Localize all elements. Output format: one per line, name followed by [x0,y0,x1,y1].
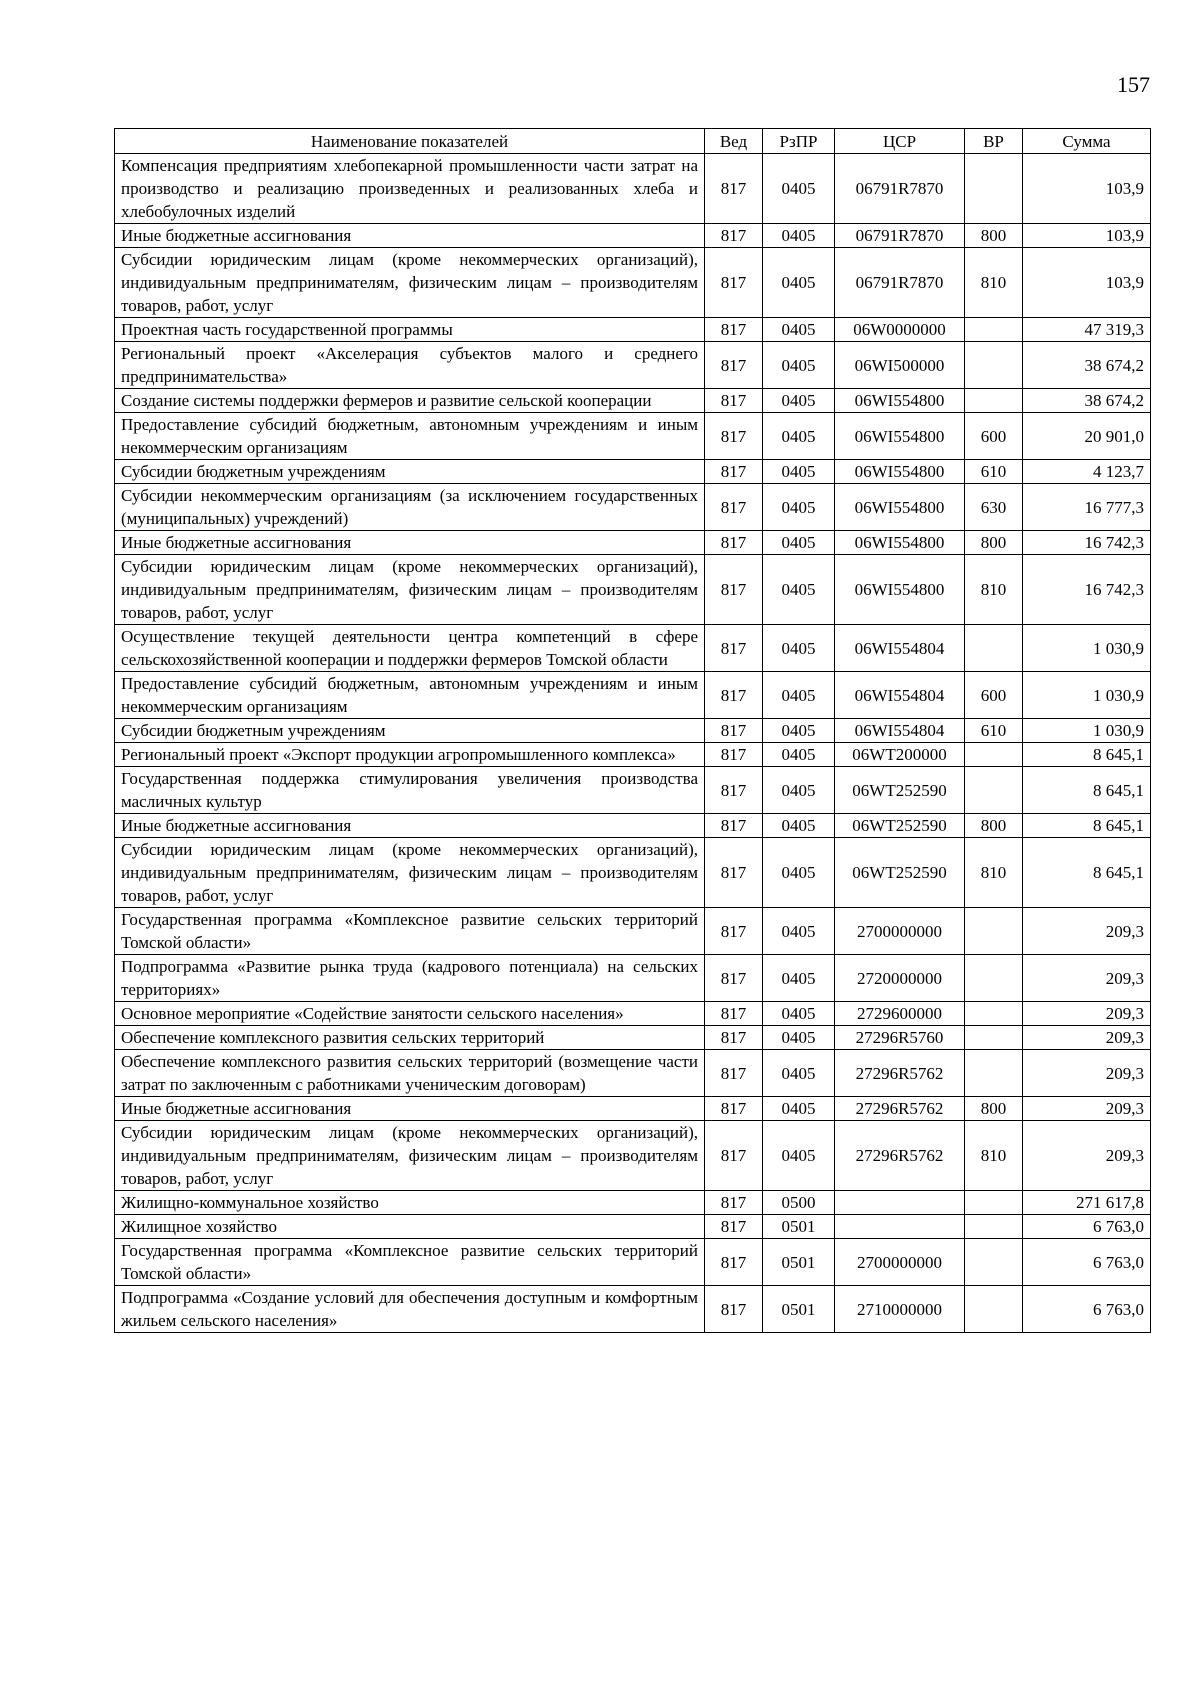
cell-name: Осуществление текущей деятельности центра компетенций в сфере сельскохозяйственной кооперации и поддержки фермеров Томской области [115,625,705,672]
cell-sum: 8 645,1 [1023,743,1151,767]
cell-vr [965,767,1023,814]
cell-sum: 209,3 [1023,1121,1151,1191]
cell-ved: 817 [705,838,763,908]
cell-rzpr: 0405 [763,154,835,224]
table-row [115,1215,1151,1239]
table-row [115,1002,1151,1026]
cell-csr: 06WT252590 [835,767,965,814]
cell-csr: 06WI554800 [835,389,965,413]
cell-rzpr: 0405 [763,460,835,484]
cell-vr: 610 [965,460,1023,484]
cell-name: Субсидии бюджетным учреждениям [115,719,705,743]
cell-name: Обеспечение комплексного развития сельских территорий [115,1026,705,1050]
cell-sum: 6 763,0 [1023,1239,1151,1286]
cell-name: Иные бюджетные ассигнования [115,1097,705,1121]
cell-name: Компенсация предприятиям хлебопекарной промышленности части затрат на производство и реализацию произведенных и реализованных хлеба и хлебобулочных изделий [115,154,705,224]
cell-sum: 271 617,8 [1023,1191,1151,1215]
table-row [115,672,1151,719]
table-row [115,1050,1151,1097]
cell-csr: 2729600000 [835,1002,965,1026]
cell-ved: 817 [705,1191,763,1215]
table-header-row [115,129,1151,154]
cell-rzpr: 0405 [763,555,835,625]
cell-vr: 610 [965,719,1023,743]
cell-rzpr: 0405 [763,767,835,814]
cell-sum: 47 319,3 [1023,318,1151,342]
table-row [115,555,1151,625]
cell-vr: 810 [965,1121,1023,1191]
cell-csr: 06WT200000 [835,743,965,767]
cell-name: Обеспечение комплексного развития сельских территорий (возмещение части затрат по заключенным с работниками ученическим договорам) [115,1050,705,1097]
cell-vr: 600 [965,413,1023,460]
cell-ved: 817 [705,484,763,531]
cell-ved: 817 [705,743,763,767]
cell-rzpr: 0405 [763,719,835,743]
cell-name: Создание системы поддержки фермеров и развитие сельской кооперации [115,389,705,413]
cell-name: Региональный проект «Акселерация субъектов малого и среднего предпринимательства» [115,342,705,389]
table-row [115,814,1151,838]
cell-sum: 8 645,1 [1023,838,1151,908]
cell-vr [965,389,1023,413]
cell-ved: 817 [705,625,763,672]
column-header-vr: ВР [965,129,1023,154]
table-row [115,224,1151,248]
table-row [115,719,1151,743]
cell-csr: 27296R5762 [835,1121,965,1191]
cell-csr: 06WI554804 [835,719,965,743]
column-header-ved: Вед [705,129,763,154]
cell-ved: 817 [705,1215,763,1239]
cell-sum: 209,3 [1023,1026,1151,1050]
cell-csr: 06WI554804 [835,672,965,719]
table-row [115,318,1151,342]
cell-csr: 06WI554800 [835,531,965,555]
cell-rzpr: 0500 [763,1191,835,1215]
cell-sum: 6 763,0 [1023,1215,1151,1239]
cell-sum: 209,3 [1023,1002,1151,1026]
cell-ved: 817 [705,1026,763,1050]
cell-ved: 817 [705,719,763,743]
cell-csr: 27296R5762 [835,1097,965,1121]
cell-vr: 800 [965,224,1023,248]
cell-name: Региональный проект «Экспорт продукции агропромышленного комплекса» [115,743,705,767]
cell-vr: 800 [965,1097,1023,1121]
cell-ved: 817 [705,555,763,625]
table-row [115,484,1151,531]
cell-sum: 16 777,3 [1023,484,1151,531]
table-row [115,1191,1151,1215]
table-row [115,625,1151,672]
table-body [115,154,1151,1333]
cell-sum: 209,3 [1023,908,1151,955]
cell-csr: 2710000000 [835,1286,965,1333]
cell-sum: 38 674,2 [1023,342,1151,389]
cell-csr: 06WT252590 [835,814,965,838]
cell-rzpr: 0405 [763,1002,835,1026]
cell-name: Иные бюджетные ассигнования [115,814,705,838]
cell-ved: 817 [705,1286,763,1333]
cell-rzpr: 0405 [763,838,835,908]
cell-rzpr: 0405 [763,1050,835,1097]
cell-sum: 16 742,3 [1023,555,1151,625]
cell-ved: 817 [705,460,763,484]
table-row [115,342,1151,389]
cell-vr [965,955,1023,1002]
cell-vr [965,1215,1023,1239]
cell-ved: 817 [705,318,763,342]
cell-csr: 27296R5760 [835,1026,965,1050]
cell-rzpr: 0405 [763,672,835,719]
cell-vr [965,1286,1023,1333]
cell-sum: 8 645,1 [1023,767,1151,814]
table-row [115,531,1151,555]
cell-name: Субсидии юридическим лицам (кроме некоммерческих организаций), индивидуальным предпринимателям, физическим лицам – производителям товаров, работ, услуг [115,1121,705,1191]
cell-sum: 209,3 [1023,955,1151,1002]
cell-sum: 1 030,9 [1023,625,1151,672]
cell-vr: 800 [965,814,1023,838]
cell-csr [835,1215,965,1239]
cell-sum: 103,9 [1023,154,1151,224]
cell-name: Субсидии бюджетным учреждениям [115,460,705,484]
cell-rzpr: 0405 [763,814,835,838]
cell-vr [965,1191,1023,1215]
cell-csr: 06WI500000 [835,342,965,389]
column-header-csr: ЦСР [835,129,965,154]
cell-name: Государственная программа «Комплексное развитие сельских территорий Томской области» [115,908,705,955]
table-row [115,955,1151,1002]
cell-vr [965,1050,1023,1097]
cell-name: Жилищное хозяйство [115,1215,705,1239]
cell-name: Государственная программа «Комплексное развитие сельских территорий Томской области» [115,1239,705,1286]
cell-vr [965,908,1023,955]
cell-csr: 06WI554800 [835,413,965,460]
cell-sum: 20 901,0 [1023,413,1151,460]
table-row [115,248,1151,318]
cell-name: Предоставление субсидий бюджетным, автономным учреждениям и иным некоммерческим организациям [115,672,705,719]
cell-sum: 209,3 [1023,1050,1151,1097]
cell-ved: 817 [705,342,763,389]
cell-sum: 16 742,3 [1023,531,1151,555]
cell-rzpr: 0405 [763,248,835,318]
cell-sum: 38 674,2 [1023,389,1151,413]
cell-name: Государственная поддержка стимулирования увеличения производства масличных культур [115,767,705,814]
cell-csr: 06WI554800 [835,555,965,625]
cell-rzpr: 0405 [763,413,835,460]
cell-ved: 817 [705,248,763,318]
cell-rzpr: 0405 [763,908,835,955]
cell-csr: 06791R7870 [835,154,965,224]
cell-vr [965,1002,1023,1026]
cell-csr: 27296R5762 [835,1050,965,1097]
cell-ved: 817 [705,672,763,719]
cell-ved: 817 [705,224,763,248]
cell-sum: 1 030,9 [1023,719,1151,743]
cell-vr: 800 [965,531,1023,555]
cell-name: Иные бюджетные ассигнования [115,224,705,248]
cell-name: Подпрограмма «Развитие рынка труда (кадрового потенциала) на сельских территориях» [115,955,705,1002]
cell-name: Субсидии юридическим лицам (кроме некоммерческих организаций), индивидуальным предпринимателям, физическим лицам – производителям товаров, работ, услуг [115,248,705,318]
cell-name: Иные бюджетные ассигнования [115,531,705,555]
table-row [115,1286,1151,1333]
cell-ved: 817 [705,1002,763,1026]
cell-name: Подпрограмма «Создание условий для обеспечения доступным и комфортным жильем сельского населения» [115,1286,705,1333]
cell-ved: 817 [705,908,763,955]
cell-ved: 817 [705,814,763,838]
table-row [115,908,1151,955]
cell-name: Основное мероприятие «Содействие занятости сельского населения» [115,1002,705,1026]
cell-csr: 06791R7870 [835,224,965,248]
column-header-rzpr: РзПР [763,129,835,154]
cell-csr [835,1191,965,1215]
cell-sum: 103,9 [1023,248,1151,318]
cell-rzpr: 0405 [763,1097,835,1121]
cell-sum: 209,3 [1023,1097,1151,1121]
table-row [115,1097,1151,1121]
cell-rzpr: 0405 [763,318,835,342]
cell-name: Проектная часть государственной программы [115,318,705,342]
column-header-sum: Сумма [1023,129,1151,154]
cell-vr: 630 [965,484,1023,531]
cell-ved: 817 [705,1121,763,1191]
cell-vr: 810 [965,555,1023,625]
cell-name: Субсидии юридическим лицам (кроме некоммерческих организаций), индивидуальным предпринимателям, физическим лицам – производителям товаров, работ, услуг [115,555,705,625]
table-row [115,1239,1151,1286]
cell-ved: 817 [705,955,763,1002]
cell-name: Субсидии некоммерческим организациям (за исключением государственных (муниципальных) учреждений) [115,484,705,531]
cell-rzpr: 0405 [763,1121,835,1191]
cell-ved: 817 [705,413,763,460]
cell-rzpr: 0405 [763,1026,835,1050]
cell-csr: 06WT252590 [835,838,965,908]
page-number: 157 [1117,72,1150,97]
table-row [115,767,1151,814]
cell-csr: 06791R7870 [835,248,965,318]
cell-vr [965,625,1023,672]
cell-vr: 600 [965,672,1023,719]
cell-sum: 4 123,7 [1023,460,1151,484]
table-row [115,154,1151,224]
budget-table [114,128,1151,1333]
cell-rzpr: 0405 [763,531,835,555]
cell-rzpr: 0405 [763,625,835,672]
column-header-name: Наименование показателей [115,129,705,154]
cell-name: Жилищно-коммунальное хозяйство [115,1191,705,1215]
table-row [115,389,1151,413]
cell-sum: 8 645,1 [1023,814,1151,838]
cell-csr: 06W0000000 [835,318,965,342]
cell-ved: 817 [705,1050,763,1097]
cell-ved: 817 [705,389,763,413]
cell-csr: 2700000000 [835,908,965,955]
table-row [115,1121,1151,1191]
table-row [115,460,1151,484]
cell-rzpr: 0405 [763,743,835,767]
cell-rzpr: 0405 [763,955,835,1002]
cell-sum: 103,9 [1023,224,1151,248]
cell-csr: 2700000000 [835,1239,965,1286]
cell-vr [965,1026,1023,1050]
cell-rzpr: 0405 [763,342,835,389]
cell-vr [965,318,1023,342]
cell-vr [965,342,1023,389]
cell-rzpr: 0405 [763,484,835,531]
cell-csr: 06WI554800 [835,460,965,484]
cell-csr: 06WI554804 [835,625,965,672]
cell-vr: 810 [965,838,1023,908]
cell-name: Субсидии юридическим лицам (кроме некоммерческих организаций), индивидуальным предпринимателям, физическим лицам – производителям товаров, работ, услуг [115,838,705,908]
cell-rzpr: 0501 [763,1286,835,1333]
cell-csr: 06WI554800 [835,484,965,531]
table-row [115,743,1151,767]
cell-vr [965,743,1023,767]
table-row [115,838,1151,908]
cell-rzpr: 0405 [763,389,835,413]
cell-ved: 817 [705,767,763,814]
cell-rzpr: 0405 [763,224,835,248]
cell-ved: 817 [705,1097,763,1121]
cell-rzpr: 0501 [763,1239,835,1286]
cell-vr [965,154,1023,224]
cell-rzpr: 0501 [763,1215,835,1239]
cell-ved: 817 [705,1239,763,1286]
cell-csr: 2720000000 [835,955,965,1002]
cell-ved: 817 [705,154,763,224]
cell-ved: 817 [705,531,763,555]
cell-vr [965,1239,1023,1286]
cell-vr: 810 [965,248,1023,318]
cell-sum: 6 763,0 [1023,1286,1151,1333]
table-row [115,413,1151,460]
cell-name: Предоставление субсидий бюджетным, автономным учреждениям и иным некоммерческим организациям [115,413,705,460]
cell-sum: 1 030,9 [1023,672,1151,719]
table-row [115,1026,1151,1050]
